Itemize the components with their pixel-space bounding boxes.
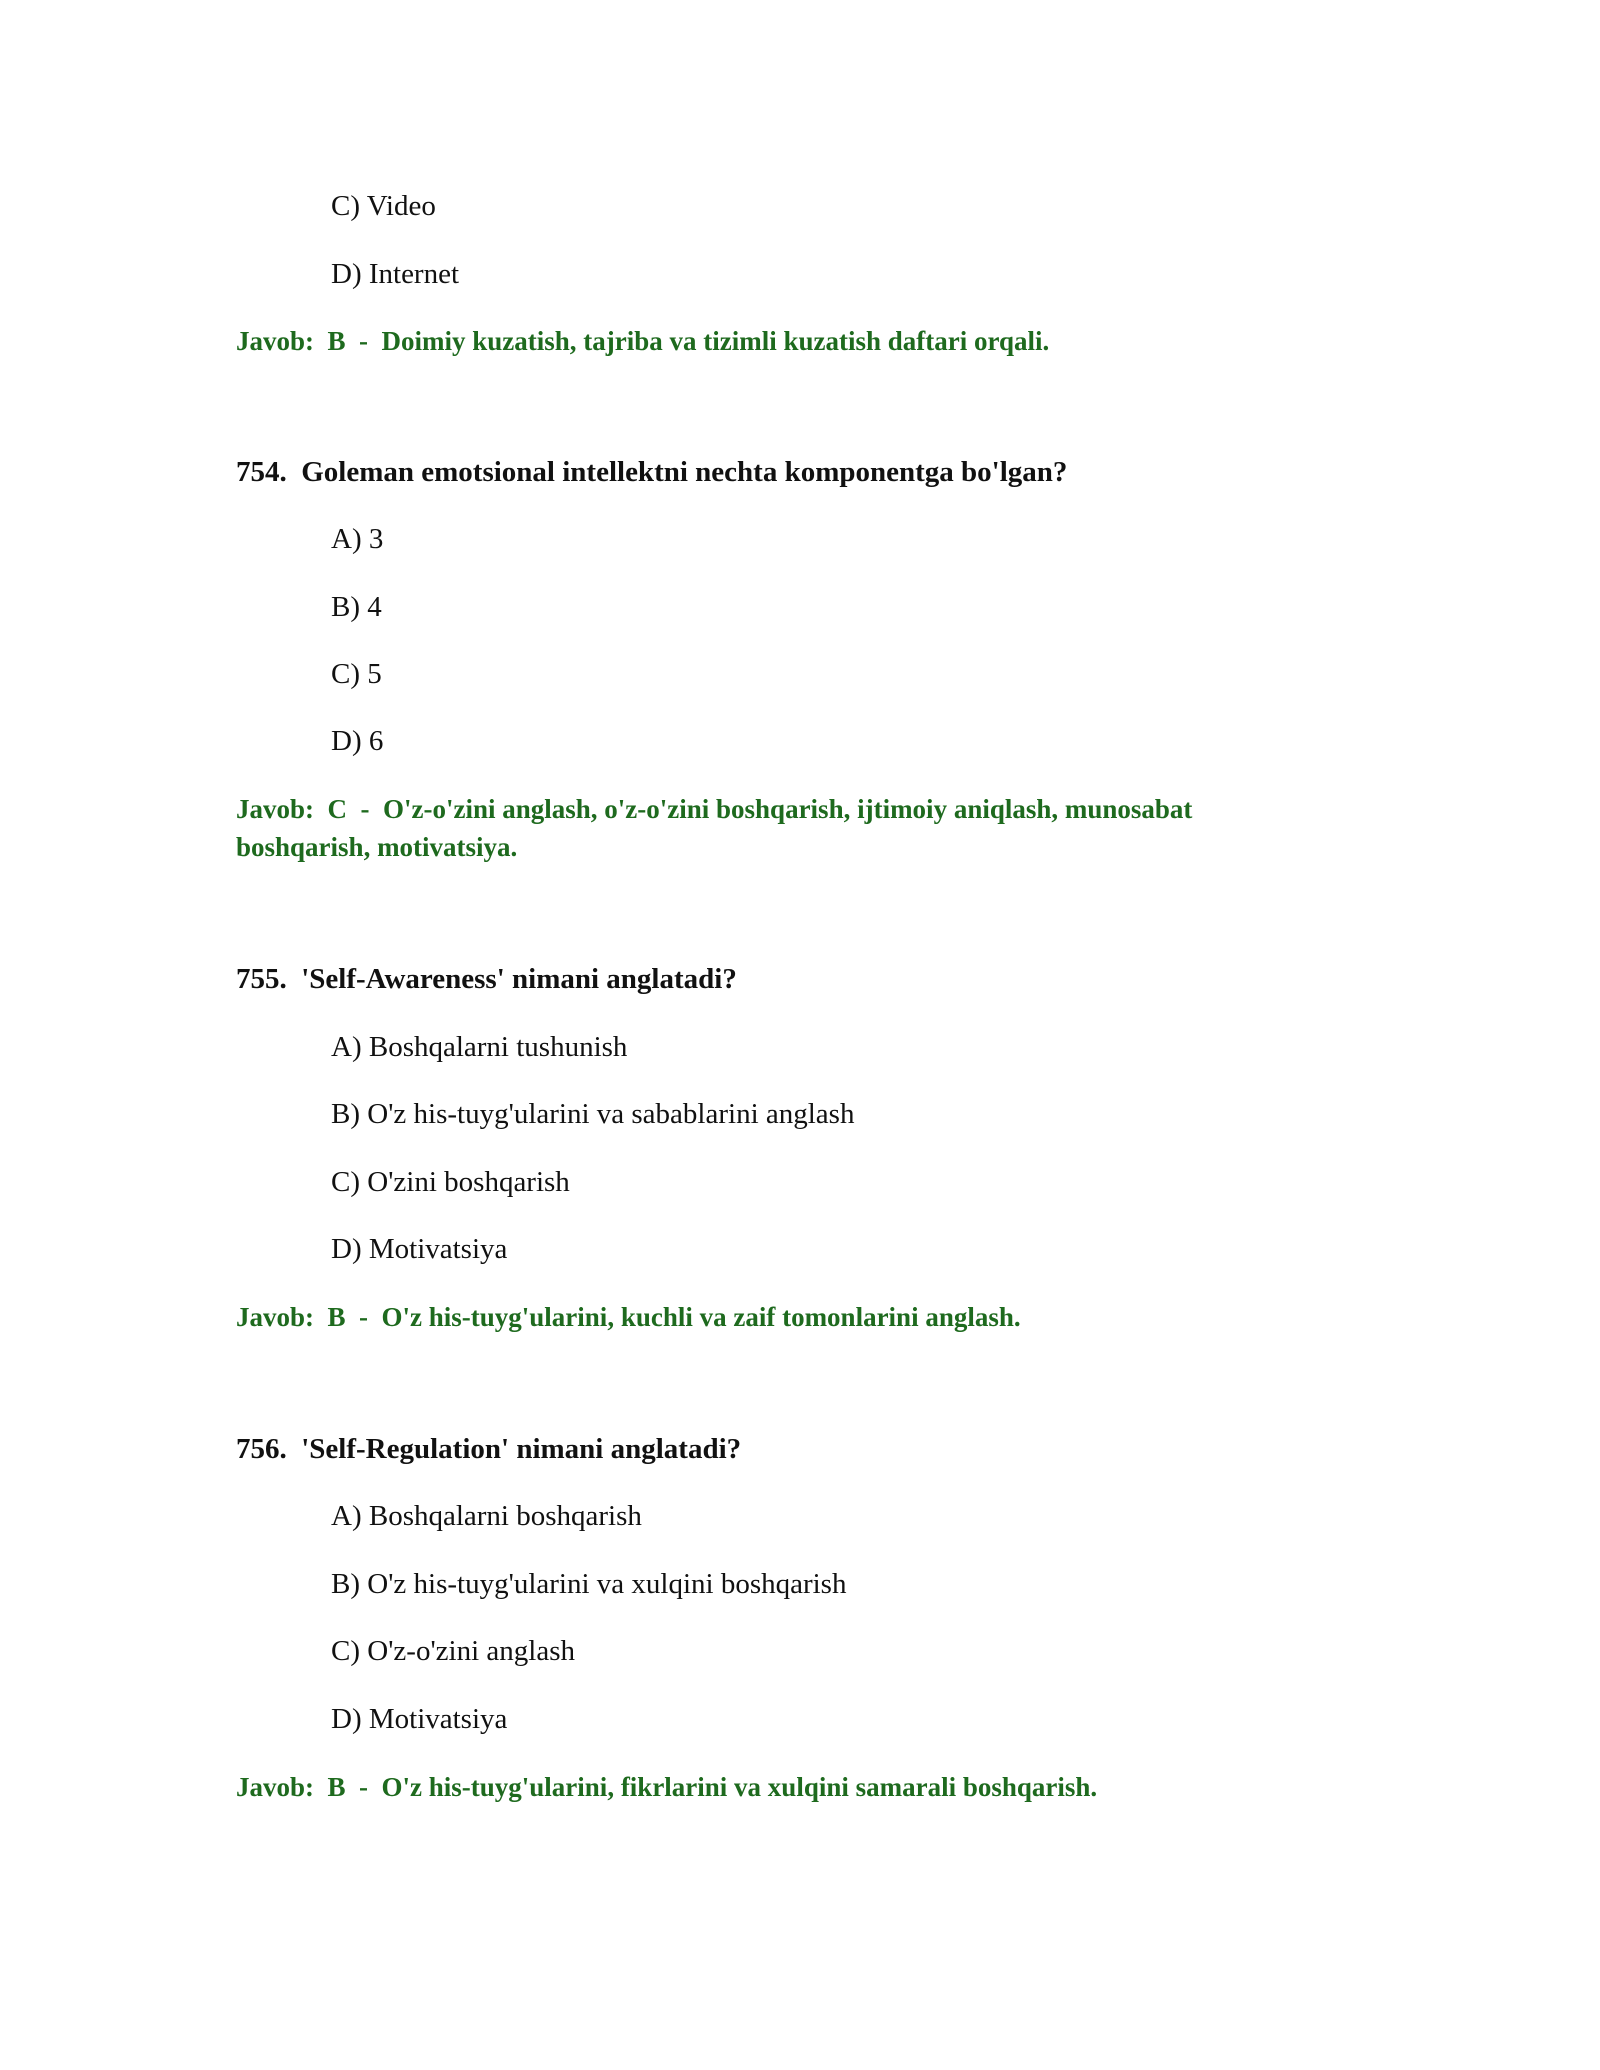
option-754-a: A) 3: [331, 523, 384, 555]
answer-letter: B: [327, 1772, 346, 1802]
question-756: [236, 1431, 741, 1467]
option-755-a: A) Boshqalarni tushunish: [331, 1031, 628, 1063]
answer-text: Doimiy kuzatish, tajriba va tizimli kuzatish daftari orqali.: [381, 326, 1050, 356]
answer-letter: C: [327, 794, 348, 824]
option-753-d: D) Internet: [331, 258, 460, 290]
answer-letter: B: [327, 326, 346, 356]
option-755-d: D) Motivatsiya: [331, 1233, 508, 1265]
option-754-c: C) 5: [331, 658, 382, 690]
option-756-a: A) Boshqalarni boshqarish: [331, 1500, 642, 1532]
answer-prefix: Javob:: [236, 326, 315, 356]
answer-754: [236, 790, 1326, 866]
option-756-d: D) Motivatsiya: [331, 1703, 508, 1735]
answer-prefix: Javob:: [236, 794, 315, 824]
question-755: [236, 961, 737, 997]
answer-753: [236, 322, 1326, 360]
option-755-b: B) O'z his-tuyg'ularini va sabablarini anglash: [331, 1098, 855, 1130]
option-756-c: C) O'z-o'zini anglash: [331, 1635, 575, 1667]
question-text: 'Self-Regulation' nimani anglatadi?: [301, 1433, 742, 1465]
answer-dash: -: [359, 326, 369, 356]
answer-755: [236, 1298, 1326, 1336]
option-754-d: D) 6: [331, 725, 384, 757]
answer-prefix: Javob:: [236, 1302, 315, 1332]
question-text: Goleman emotsional intellektni nechta komponentga bo'lgan?: [301, 456, 1068, 488]
question-754: [236, 454, 1067, 490]
answer-dash: -: [360, 794, 370, 824]
option-755-c: C) O'zini boshqarish: [331, 1166, 570, 1198]
question-number: 754.: [236, 456, 287, 488]
answer-dash: -: [359, 1302, 369, 1332]
question-number: 755.: [236, 963, 287, 995]
question-text: 'Self-Awareness' nimani anglatadi?: [301, 963, 737, 995]
option-756-b: B) O'z his-tuyg'ularini va xulqini boshqarish: [331, 1568, 847, 1600]
answer-text: O'z his-tuyg'ularini, kuchli va zaif tomonlarini anglash.: [381, 1302, 1021, 1332]
option-753-c: C) Video: [331, 190, 436, 222]
answer-dash: -: [359, 1772, 369, 1802]
option-754-b: B) 4: [331, 591, 382, 623]
answer-text: O'z-o'zini anglash, o'z-o'zini boshqarish, ijtimoiy aniqlash, munosabat boshqarish, motivatsiya.: [236, 794, 1193, 862]
answer-prefix: Javob:: [236, 1772, 315, 1802]
answer-text: O'z his-tuyg'ularini, fikrlarini va xulqini samarali boshqarish.: [381, 1772, 1098, 1802]
answer-letter: B: [327, 1302, 346, 1332]
question-number: 756.: [236, 1433, 287, 1465]
answer-756: [236, 1768, 1326, 1806]
